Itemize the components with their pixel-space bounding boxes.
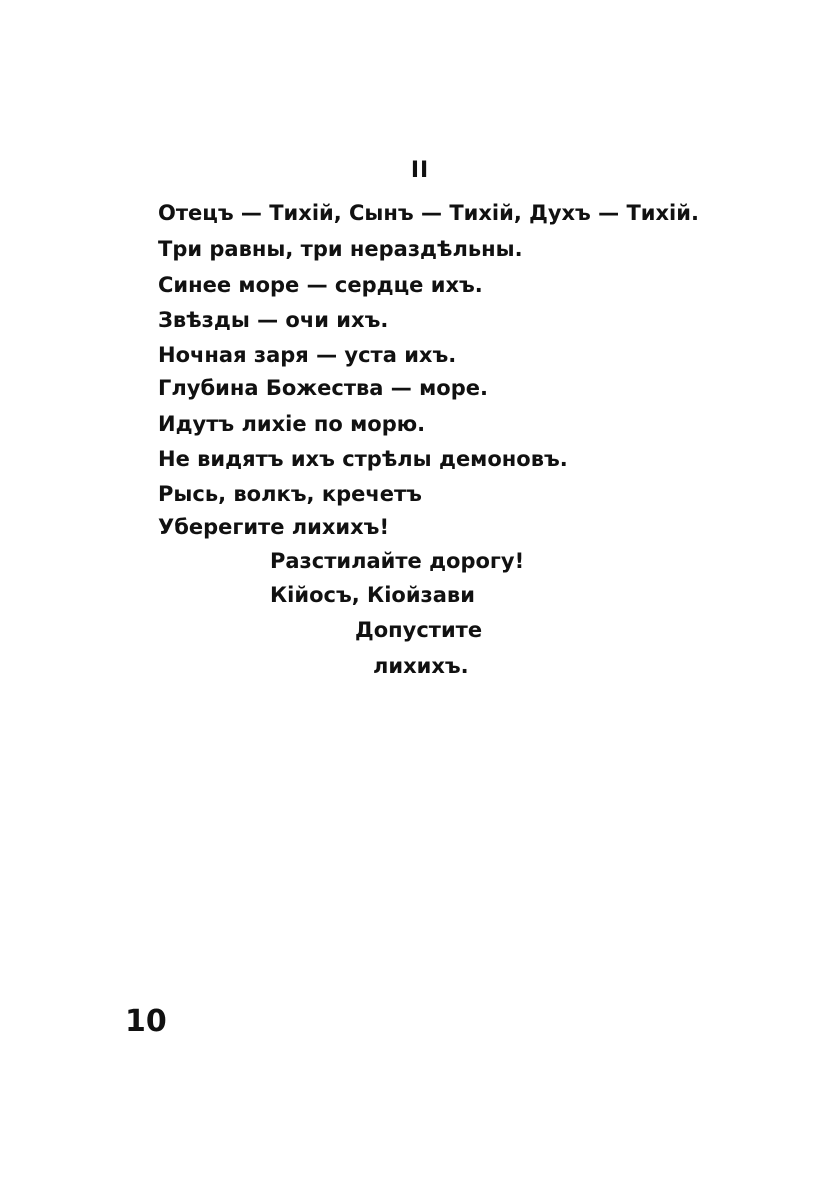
poem-line: Допустите xyxy=(355,618,483,642)
poem-line: Идутъ лихіе по морю. xyxy=(158,412,426,436)
poem-line: Уберегите лихихъ! xyxy=(158,515,390,539)
poem-line: Кійосъ, Кіойзави xyxy=(270,583,475,607)
section-number: II xyxy=(410,158,430,183)
poem-line: Синее море — сердце ихъ. xyxy=(158,273,483,297)
poem-line: Глубина Божества — море. xyxy=(158,376,488,400)
poem-line: Рысь, волкъ, кречетъ xyxy=(158,482,422,506)
page-number: 10 xyxy=(125,1004,167,1039)
poem-line: Разстилайте дорогу! xyxy=(270,549,525,573)
poem-line: Не видятъ ихъ стрѣлы демоновъ. xyxy=(158,447,568,471)
poem-line: Звѣзды — очи ихъ. xyxy=(158,308,389,332)
poem-line: Ночная заря — уста ихъ. xyxy=(158,343,457,367)
poem-line: лихихъ. xyxy=(373,654,469,678)
poem-line: Три равны, три нераздѣльны. xyxy=(158,237,523,261)
poem-line: Отецъ — Тихій, Сынъ — Тихій, Духъ — Тихій. xyxy=(158,201,699,225)
